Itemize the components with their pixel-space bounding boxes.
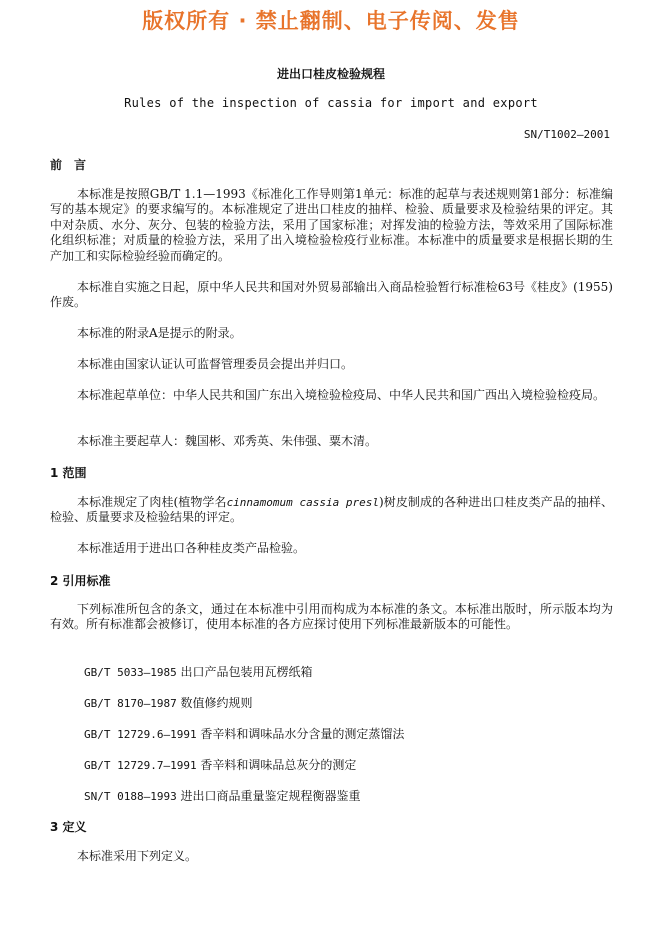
reference-item <box>84 787 361 804</box>
document-title-cn: 进出口桂皮检验规程 <box>276 67 385 81</box>
reference-code: GB/T 5033—1985 <box>84 666 177 679</box>
foreword-paragraph: 本标准的附录A是提示的附录。 <box>77 326 242 340</box>
reference-item <box>84 725 404 742</box>
reference-code: GB/T 12729.6—1991 <box>84 728 197 741</box>
section-heading: 2 引用标准 <box>50 574 111 588</box>
scope-text-start: 本标准规定了肉桂(植物学名 <box>77 495 227 509</box>
scope-text-end: )树皮制成的各种进出口桂皮类产品的抽样、检验、质量要求及检验结果的评定。 <box>50 495 613 525</box>
reference-title: 出口产品包装用瓦楞纸箱 <box>180 665 313 679</box>
reference-code: GB/T 12729.7—1991 <box>84 759 197 772</box>
foreword-paragraph: 本标准自实施之日起，原中华人民共和国对外贸易部输出入商品检验暂行标准检63号《桂皮》(1955)作废。 <box>50 280 613 310</box>
foreword-paragraph: 本标准主要起草人：魏国彬、邓秀英、朱伟强、粟木清。 <box>77 434 378 448</box>
section-heading: 3 定义 <box>50 820 87 834</box>
reference-item <box>84 756 356 773</box>
standard-code: SN/T1002—2001 <box>523 128 610 141</box>
copyright-watermark: 版权所有 · 禁止翻制、电子传阅、发售 <box>142 9 520 33</box>
foreword-paragraph: 本标准起草单位：中华人民共和国广东出入境检验检疫局、中华人民共和国广西出入境检验检疫局。 <box>77 388 606 402</box>
section-heading: 1 范围 <box>50 466 87 480</box>
reference-title: 香辛料和调味品水分含量的测定蒸馏法 <box>200 727 405 741</box>
foreword-paragraph: 本标准是按照GB/T 1.1—1993《标准化工作导则第1单元：标准的起草与表述规则第1部分：标准编写的基本规定》的要求编写的。本标准规定了进出口桂皮的抽样、检验、质量要求及检验结果的评定。其中对杂质、水分、灰分、包装的检验方法，采用了国家标准；对挥发油的检验方法，等效采用了国际标准化组织标准；对质量的检验方法，采用了出入境检验检疫行业标准。本标准中的质量要求是根据长期的生产加工和实际检验经验而确定的。 <box>50 187 613 263</box>
section-paragraph: 本标准适用于进出口各种桂皮类产品检验。 <box>77 541 306 555</box>
reference-title: 香辛料和调味品总灰分的测定 <box>200 758 357 772</box>
section-paragraph <box>50 495 613 526</box>
foreword-paragraph: 本标准由国家认证认可监督管理委员会提出并归口。 <box>77 357 354 371</box>
reference-item <box>84 694 253 711</box>
section-paragraph: 本标准采用下列定义。 <box>77 849 198 863</box>
section-paragraph: 下列标准所包含的条文，通过在本标准中引用而构成为本标准的条文。本标准出版时，所示版本均为有效。所有标准都会被修订，使用本标准的各方应探讨使用下列标准最新版本的可能性。 <box>50 602 613 632</box>
reference-title: 进出口商品重量鉴定规程衡器鉴重 <box>180 789 361 803</box>
reference-code: GB/T 8170—1987 <box>84 697 177 710</box>
document-title-en: Rules of the inspection of cassia for import and export <box>124 96 538 110</box>
reference-code: SN/T 0188—1993 <box>84 790 177 803</box>
reference-item <box>84 663 313 680</box>
reference-title: 数值修约规则 <box>180 696 253 710</box>
latin-name: cinnamomum cassia presl <box>226 496 380 509</box>
foreword-heading: 前 言 <box>50 158 87 172</box>
